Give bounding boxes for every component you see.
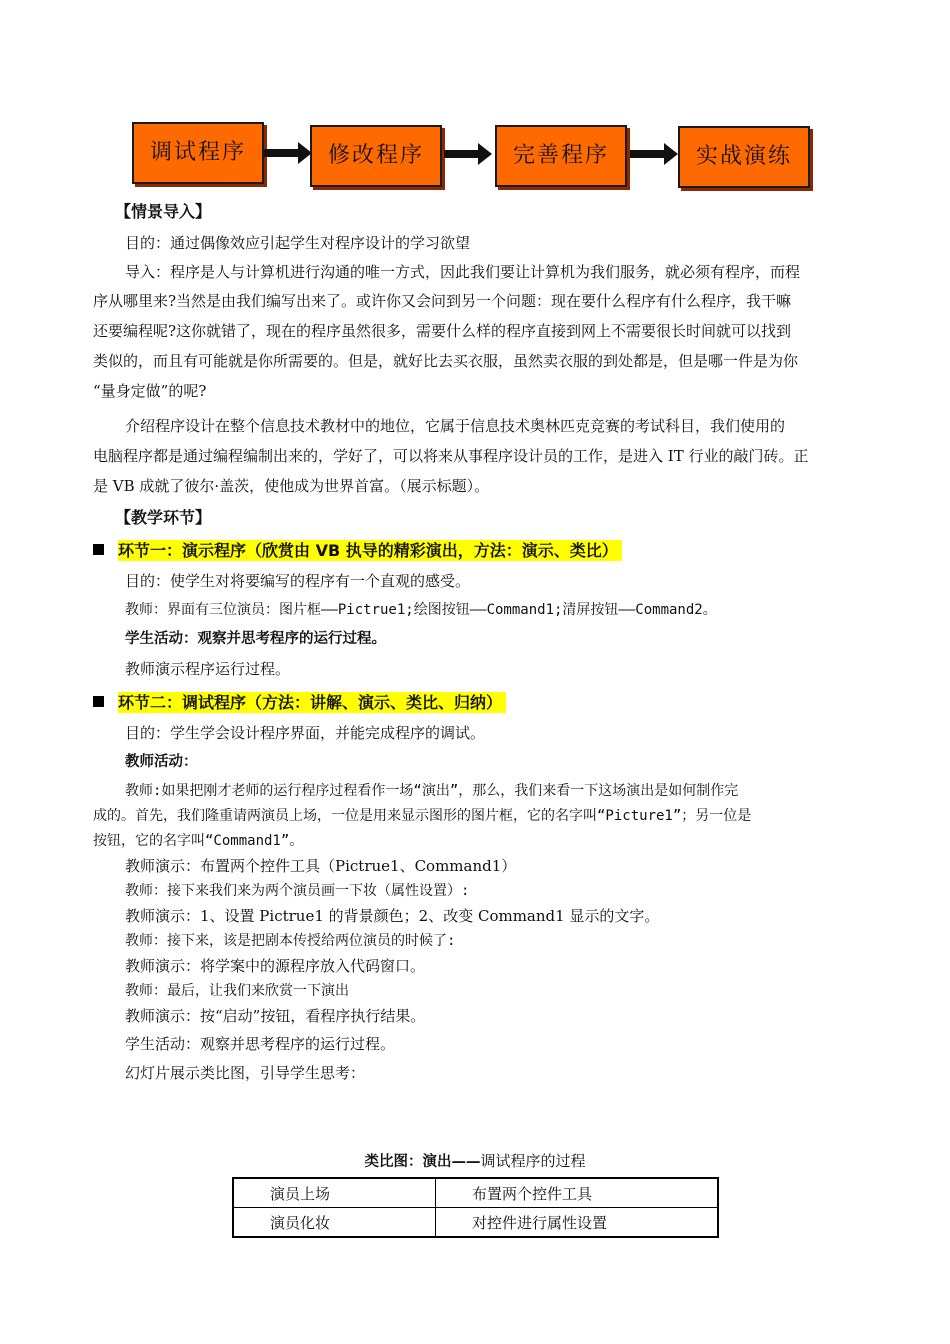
flow-step-practice: 实战演练 (678, 126, 810, 188)
square-bullet-icon (93, 696, 104, 707)
flow-arrow-icon (630, 150, 666, 158)
flow-step-modify: 修改程序 (310, 125, 442, 187)
table-cell: 布置两个控件工具 (436, 1178, 719, 1208)
intro-purpose: 目的：通过偶像效应引起学生对程序设计的学习欲望 (125, 234, 471, 252)
table-row (233, 1208, 718, 1238)
section2-step: 教师：接下来，该是把剧本传授给两位演员的时候了: (125, 933, 456, 949)
section2-teacher-activity-label: 教师活动： (125, 754, 198, 770)
flow-step-debug: 调试程序 (132, 122, 264, 184)
table-cell: 演员上场 (233, 1178, 436, 1208)
flow-arrow-icon (444, 150, 480, 158)
intro-lead-line: 类似的，而且有可能就是你所需要的。但是，就好比去买衣服，虽然卖衣服的到处都是，但是哪一件是为你 (93, 352, 799, 370)
section2-paragraph-line: 教师:如果把刚才老师的运行程序过程看作一场“演出”，那么，我们来看一下这场演出是如何制作完 (125, 783, 739, 799)
intro-paragraph-line: 介绍程序设计在整个信息技术教材中的地位，它属于信息技术奥林匹克竞赛的考试科目，我们使用的 (125, 417, 786, 435)
analogy-table-caption: 类比图：演出——调试程序的过程 (364, 1152, 586, 1170)
section2-paragraph-line: 按钮，它的名字叫“Command1”。 (93, 833, 304, 849)
intro-lead-line: 序从哪里来?当然是由我们编写出来了。或许你又会问到另一个问题：现在要什么程序有什么程序，我干嘛 (93, 292, 792, 310)
intro-lead-line: 还要编程呢?这你就错了，现在的程序虽然很多，需要什么样的程序直接到网上不需要很长时间就可以找到 (93, 322, 792, 340)
section2-step: 教师：接下来我们来为两个演员画一下妆（属性设置）: (125, 883, 470, 899)
section1-student-activity: 学生活动：观察并思考程序的运行过程。 (125, 631, 386, 647)
square-bullet-icon (93, 544, 104, 555)
section1-purpose: 目的：使学生对将要编写的程序有一个直观的感受。 (125, 572, 471, 590)
section2-step: 学生活动：观察并思考程序的运行过程。 (125, 1035, 396, 1053)
section2-purpose: 目的：学生学会设计程序界面，并能完成程序的调试。 (125, 724, 486, 742)
intro-lead-line: 导入：程序是人与计算机进行沟通的唯一方式，因此我们要让计算机为我们服务，就必须有程序，而程 (125, 263, 801, 281)
table-cell: 演员化妆 (233, 1208, 436, 1238)
section2-step: 教师：最后，让我们来欣赏一下演出 (125, 983, 349, 999)
section1-teacher: 教师：界面有三位演员：图片框——Pictrue1;绘图按钮——Command1;清屏按钮——Command2。 (125, 602, 717, 618)
intro-heading: 【情景导入】 (115, 202, 212, 221)
analogy-table (232, 1177, 719, 1238)
section2-step: 教师演示：布置两个控件工具（Pictrue1、Command1） (125, 857, 517, 875)
intro-lead-line: “量身定做”的呢? (93, 382, 207, 400)
table-row (233, 1178, 718, 1208)
teaching-heading: 【教学环节】 (115, 508, 212, 527)
section2-step: 幻灯片展示类比图，引导学生思考： (125, 1064, 366, 1082)
section2-step: 教师演示：按“启动”按钮，看程序执行结果。 (125, 1007, 426, 1025)
flow-step-improve: 完善程序 (495, 125, 627, 187)
section2-step: 教师演示：1、设置 Pictrue1 的背景颜色；2、改变 Command1 显示的文字。 (125, 907, 660, 925)
section1-demo: 教师演示程序运行过程。 (125, 660, 291, 678)
section1-title: 环节一：演示程序（欣赏由 VB 执导的精彩演出，方法：演示、类比） (93, 541, 622, 561)
intro-paragraph-line: 是 VB 成就了彼尔·盖茨，使他成为世界首富。（展示标题）。 (93, 477, 490, 495)
process-flowchart (0, 0, 950, 200)
section2-title: 环节二：调试程序（方法：讲解、演示、类比、归纳） (93, 693, 506, 713)
flow-arrow-icon (264, 149, 300, 157)
intro-paragraph-line: 电脑程序都是通过编程编制出来的，学好了，可以将来从事程序设计员的工作，是进入 IT 行业的敲门砖。正 (93, 447, 809, 465)
section2-paragraph-line: 成的。首先，我们隆重请两演员上场，一位是用来显示图形的图片框，它的名字叫“Picture1”；另一位是 (93, 808, 752, 824)
section2-step: 教师演示：将学案中的源程序放入代码窗口。 (125, 957, 426, 975)
table-cell: 对控件进行属性设置 (436, 1208, 719, 1238)
